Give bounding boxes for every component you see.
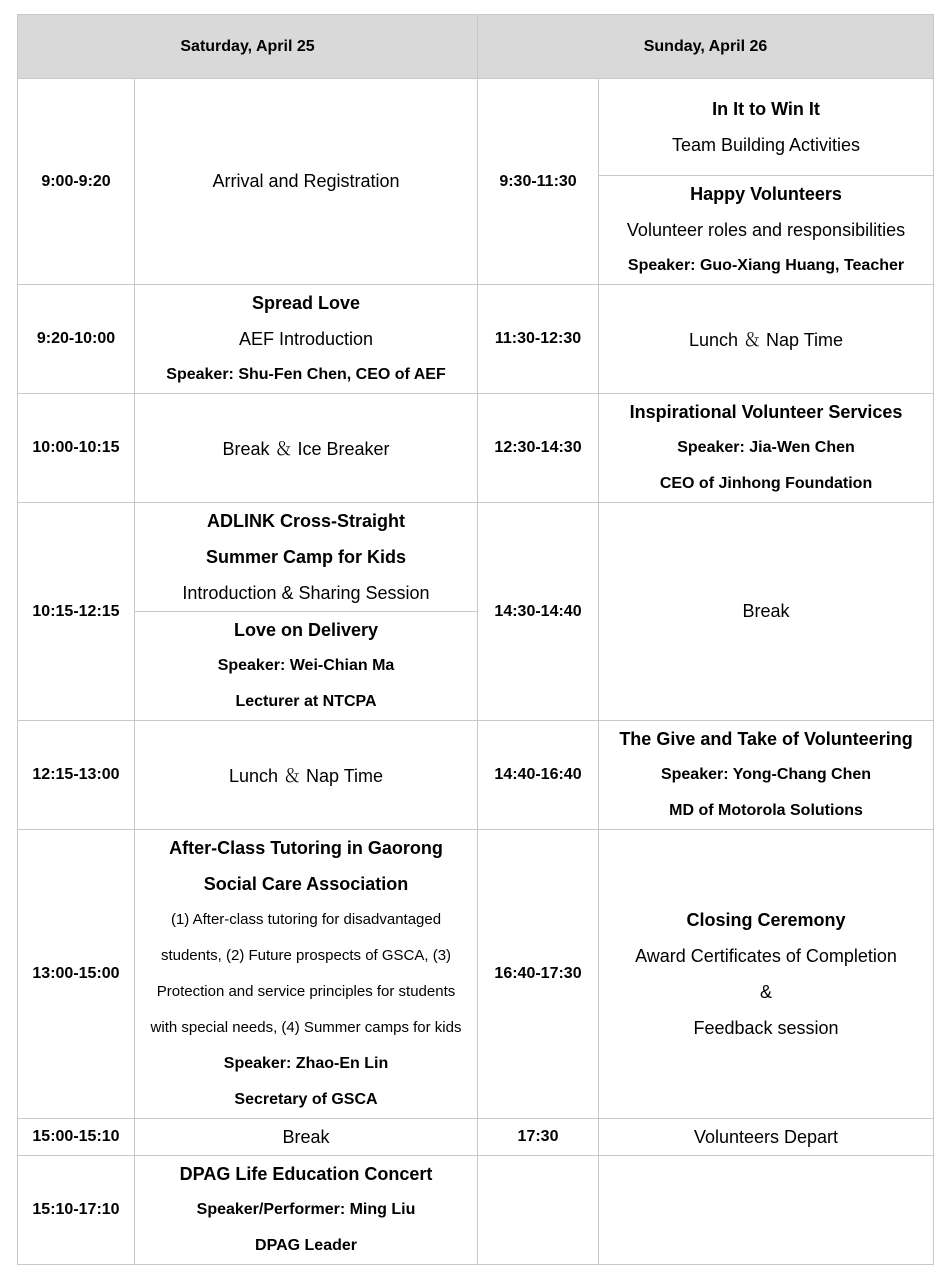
saturday-header: Saturday, April 25 xyxy=(18,15,478,79)
sat-session: Break ＆ Ice Breaker xyxy=(135,394,478,503)
sat-time: 10:15-12:15 xyxy=(18,503,135,721)
sun-time: 11:30-12:30 xyxy=(478,285,599,394)
sun-session: Break xyxy=(599,503,934,721)
sun-time: 16:40-17:30 xyxy=(478,830,599,1119)
sun-time: 17:30 xyxy=(478,1119,599,1156)
table-row xyxy=(18,1156,934,1265)
session-speaker-role: Lecturer at NTCPA xyxy=(235,693,377,710)
sat-time: 15:00-15:10 xyxy=(18,1119,135,1156)
session-desc: (1) After-class tutoring for disadvantaged xyxy=(170,911,442,928)
table-row xyxy=(18,394,934,503)
session-desc: with special needs, (4) Summer camps for kids xyxy=(150,1019,462,1036)
sun-session xyxy=(599,830,934,1119)
sun-session: Volunteers Depart xyxy=(599,1119,934,1156)
session-title: Love on Delivery xyxy=(233,620,379,640)
session-desc: Team Building Activities xyxy=(671,135,861,155)
table-row xyxy=(18,721,934,830)
session-speaker-role: Secretary of GSCA xyxy=(234,1091,378,1108)
sat-session xyxy=(135,830,478,1119)
sat-time: 9:20-10:00 xyxy=(18,285,135,394)
sun-time: 9:30-11:30 xyxy=(478,79,599,285)
sun-time: 14:30-14:40 xyxy=(478,503,599,721)
table-row xyxy=(18,830,934,1119)
session-speaker: Speaker: Yong-Chang Chen xyxy=(660,766,872,783)
sat-session xyxy=(135,285,478,394)
schedule-table xyxy=(17,14,934,1265)
session-speaker-role: DPAG Leader xyxy=(255,1237,357,1254)
session-title: DPAG Life Education Concert xyxy=(179,1164,433,1184)
header-row xyxy=(18,15,934,79)
sun-subsession-1 xyxy=(599,79,933,176)
session-speaker: Speaker/Performer: Ming Liu xyxy=(196,1201,416,1218)
session-title: After-Class Tutoring in Gaorong xyxy=(169,838,443,858)
sun-time-empty xyxy=(478,1156,599,1265)
session-speaker: Speaker: Zhao-En Lin xyxy=(223,1055,389,1072)
session-title: Inspirational Volunteer Services xyxy=(629,402,903,422)
session-speaker: Speaker: Wei-Chian Ma xyxy=(217,657,395,674)
sat-session xyxy=(135,1156,478,1265)
sun-session xyxy=(599,394,934,503)
sat-session: Break xyxy=(135,1119,478,1156)
session-speaker: Speaker: Jia-Wen Chen xyxy=(677,439,855,456)
table-row xyxy=(18,503,934,721)
sat-time: 15:10-17:10 xyxy=(18,1156,135,1265)
session-desc: students, (2) Future prospects of GSCA, (3) xyxy=(160,947,452,964)
sun-subsession-2 xyxy=(599,176,933,284)
sat-subsession-1 xyxy=(135,503,477,612)
session-desc: Volunteer roles and responsibilities xyxy=(626,220,906,240)
session-title: Happy Volunteers xyxy=(690,184,842,204)
session-title: Spread Love xyxy=(251,293,361,313)
sat-session xyxy=(135,503,478,721)
session-speaker-role: MD of Motorola Solutions xyxy=(669,802,863,819)
session-title: Closing Ceremony xyxy=(686,910,846,930)
table-row xyxy=(18,285,934,394)
session-title: In It to Win It xyxy=(712,99,820,119)
session-title: Social Care Association xyxy=(203,874,409,894)
sun-session-empty xyxy=(599,1156,934,1265)
session-title: ADLINK Cross-Straight xyxy=(207,511,406,531)
sat-time: 13:00-15:00 xyxy=(18,830,135,1119)
session-title: The Give and Take of Volunteering xyxy=(619,729,913,749)
sat-subsession-2 xyxy=(135,612,477,720)
session-speaker: Speaker: Shu-Fen Chen, CEO of AEF xyxy=(166,366,446,383)
session-desc: Feedback session xyxy=(693,1018,839,1038)
sat-time: 10:00-10:15 xyxy=(18,394,135,503)
session-desc: & xyxy=(760,982,773,1002)
sun-session: Lunch ＆ Nap Time xyxy=(599,285,934,394)
session-speaker: Speaker: Guo-Xiang Huang, Teacher xyxy=(627,257,905,274)
sat-session: Arrival and Registration xyxy=(135,79,478,285)
sun-session xyxy=(599,721,934,830)
session-desc: AEF Introduction xyxy=(238,329,374,349)
table-row xyxy=(18,1119,934,1156)
sunday-header: Sunday, April 26 xyxy=(478,15,934,79)
sat-session: Lunch ＆ Nap Time xyxy=(135,721,478,830)
sun-session xyxy=(599,79,934,285)
session-title: Summer Camp for Kids xyxy=(205,547,407,567)
sat-time: 9:00-9:20 xyxy=(18,79,135,285)
session-desc: Award Certificates of Completion xyxy=(635,946,897,966)
sun-time: 14:40-16:40 xyxy=(478,721,599,830)
session-speaker-role: CEO of Jinhong Foundation xyxy=(659,475,873,492)
table-row xyxy=(18,79,934,285)
session-desc: Introduction & Sharing Session xyxy=(182,583,430,603)
sat-time: 12:15-13:00 xyxy=(18,721,135,830)
session-desc: Protection and service principles for students xyxy=(156,983,456,1000)
sun-time: 12:30-14:30 xyxy=(478,394,599,503)
